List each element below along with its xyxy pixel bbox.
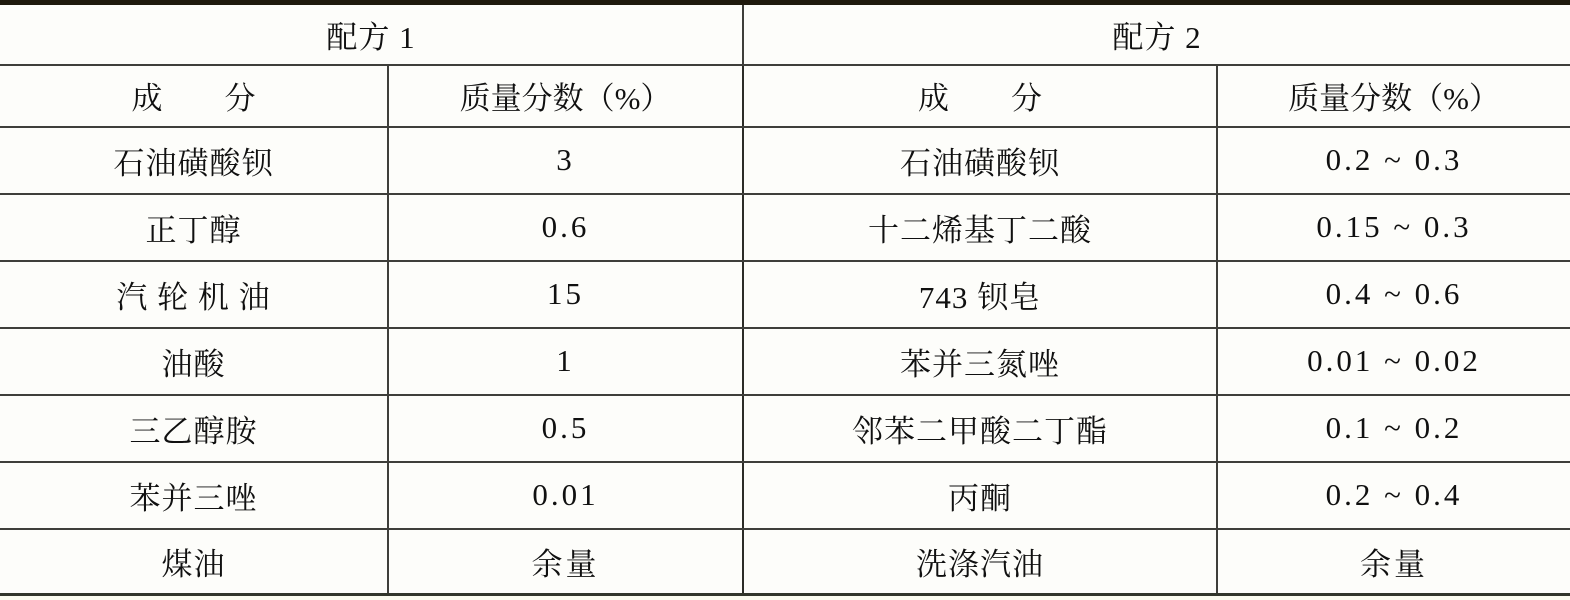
value-cell: 15 [388,261,743,328]
col-header-massfraction-2: 质量分数（%） [1217,65,1570,127]
table-row-formula-titles [0,3,1570,65]
ingredient-cell: 石油磺酸钡 [0,127,388,194]
col-header-massfraction-1: 质量分数（%） [388,65,743,127]
table-row [0,529,1570,596]
table-row [0,127,1570,194]
table-row [0,261,1570,328]
ingredient-cell: 邻苯二甲酸二丁酯 [743,395,1217,462]
value-cell: 0.6 [388,194,743,261]
ingredient-cell: 丙酮 [743,462,1217,529]
ingredient-cell: 十二烯基丁二酸 [743,194,1217,261]
col-header-ingredient-2: 成 分 [743,65,1217,127]
value-cell: 0.4 ~ 0.6 [1217,261,1570,328]
ingredient-cell: 汽 轮 机 油 [0,261,388,328]
formula-1-title: 配方 1 [0,3,743,65]
table-row [0,395,1570,462]
value-cell: 3 [388,127,743,194]
page-margin-strip [0,596,1570,600]
value-cell: 0.15 ~ 0.3 [1217,194,1570,261]
formula-2-title: 配方 2 [743,3,1570,65]
ingredient-cell: 石油磺酸钡 [743,127,1217,194]
ingredient-cell: 苯并三唑 [0,462,388,529]
table-row [0,328,1570,395]
ingredient-cell: 煤油 [0,529,388,596]
value-cell: 0.2 ~ 0.3 [1217,127,1570,194]
ingredient-cell: 油酸 [0,328,388,395]
ingredient-cell: 洗涤汽油 [743,529,1217,596]
ingredient-cell: 三乙醇胺 [0,395,388,462]
ingredient-cell: 正丁醇 [0,194,388,261]
value-cell: 0.1 ~ 0.2 [1217,395,1570,462]
ingredient-cell: 苯并三氮唑 [743,328,1217,395]
value-cell: 余量 [388,529,743,596]
table-row [0,462,1570,529]
value-cell: 0.01 ~ 0.02 [1217,328,1570,395]
value-cell: 0.5 [388,395,743,462]
value-cell: 余量 [1217,529,1570,596]
table-row [0,194,1570,261]
table-row-column-headers [0,65,1570,127]
col-header-ingredient-1: 成 分 [0,65,388,127]
value-cell: 0.01 [388,462,743,529]
ingredient-cell: 743 钡皂 [743,261,1217,328]
value-cell: 1 [388,328,743,395]
value-cell: 0.2 ~ 0.4 [1217,462,1570,529]
